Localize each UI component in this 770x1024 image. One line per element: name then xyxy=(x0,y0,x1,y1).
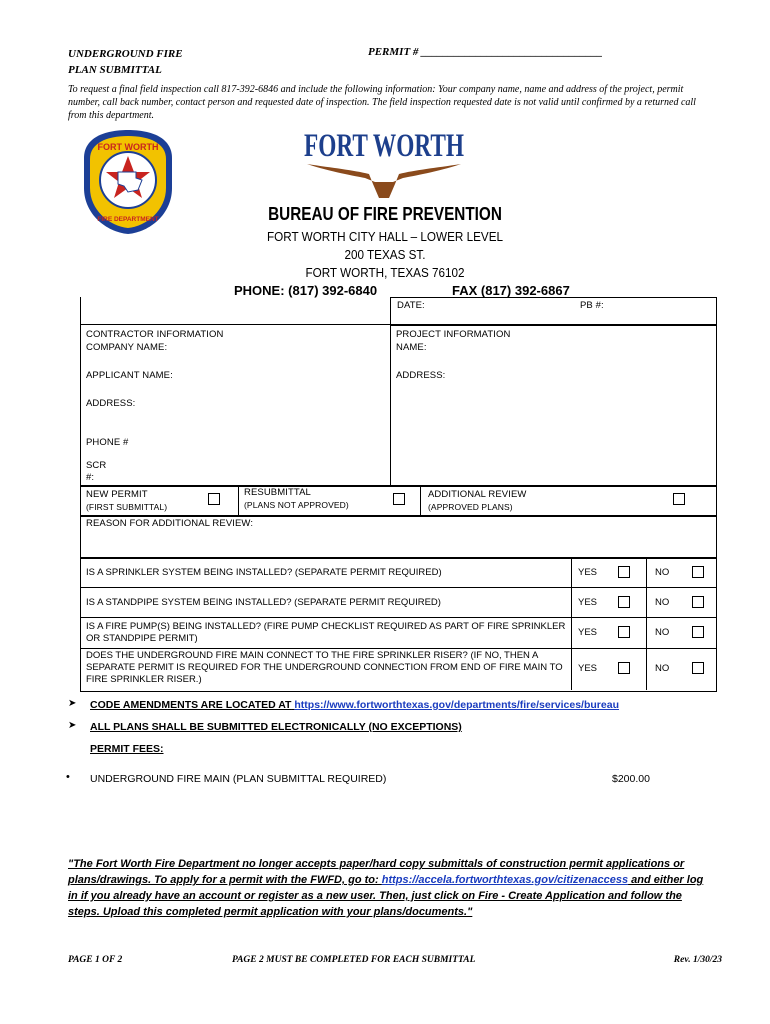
project-name-input[interactable] xyxy=(430,340,710,354)
resubmittal-checkbox[interactable] xyxy=(393,493,405,505)
additional-review-label: ADDITIONAL REVIEW xyxy=(428,489,527,500)
divider xyxy=(571,557,572,690)
code-amendments-text: CODE AMENDMENTS ARE LOCATED AT xyxy=(90,699,292,711)
bureau-fax: FAX (817) 392-6867 xyxy=(452,283,570,298)
company-name-input[interactable] xyxy=(170,340,385,354)
applicant-name-input[interactable] xyxy=(170,368,385,382)
question-sprinkler-yes-checkbox[interactable] xyxy=(618,566,630,578)
question-standpipe-no-checkbox[interactable] xyxy=(692,596,704,608)
new-permit-checkbox[interactable] xyxy=(208,493,220,505)
phone-input[interactable] xyxy=(130,435,385,449)
permit-fees-heading: PERMIT FEES: xyxy=(90,743,164,755)
question-sprinkler-no-checkbox[interactable] xyxy=(692,566,704,578)
scr-label-line1: SCR xyxy=(86,460,107,471)
permit-number-field[interactable]: PERMIT # _________________________________ xyxy=(368,46,603,58)
divider xyxy=(420,485,421,515)
phone-label: PHONE # xyxy=(86,437,129,448)
form-title xyxy=(68,46,183,78)
project-heading: PROJECT INFORMATION xyxy=(396,329,511,340)
fee-item: UNDERGROUND FIRE MAIN (PLAN SUBMITTAL REQUIRED) xyxy=(90,773,387,785)
new-permit-option xyxy=(86,488,167,514)
question-sprinkler-no-label: NO xyxy=(655,567,670,578)
pb-label: PB #: xyxy=(580,300,604,311)
additional-review-option xyxy=(428,489,526,513)
question-sprinkler-yes-label: YES xyxy=(578,567,598,578)
question-fire-pump-no-checkbox[interactable] xyxy=(692,626,704,638)
contractor-heading: CONTRACTOR INFORMATION xyxy=(86,329,224,340)
pb-input[interactable] xyxy=(610,297,710,324)
project-address-label: ADDRESS: xyxy=(396,370,446,381)
question-riser-yes-checkbox[interactable] xyxy=(618,662,630,674)
notice-text-part2: and either log in if you already have an account or register as a new user. Then, just click on Fire - Create Application and follow the steps. Upload this completed permit application with your plans/documents." xyxy=(68,874,704,918)
divider xyxy=(646,557,647,690)
divider xyxy=(80,297,81,324)
new-permit-sublabel: (FIRST SUBMITTAL) xyxy=(86,502,168,512)
scr-label-line2: #: xyxy=(86,472,95,483)
bullet-icon: • xyxy=(66,771,70,783)
resubmittal-sublabel: (PLANS NOT APPROVED) xyxy=(244,500,349,510)
arrow-bullet-icon: ➤ xyxy=(68,698,77,709)
date-input[interactable] xyxy=(440,297,570,324)
divider xyxy=(80,587,716,588)
badge-bottom-text: FIRE DEPARTMENT xyxy=(97,216,159,223)
question-standpipe: IS A STANDPIPE SYSTEM BEING INSTALLED? (SEPARATE PERMIT REQUIRED) xyxy=(86,597,441,608)
question-fire-pump-yes-checkbox[interactable] xyxy=(618,626,630,638)
contractor-address-label: ADDRESS: xyxy=(86,398,136,409)
electronic-submission-notice xyxy=(68,856,708,920)
fee-amount: $200.00 xyxy=(612,773,650,785)
project-address-input[interactable] xyxy=(445,368,710,382)
arrow-bullet-icon: ➤ xyxy=(68,720,77,731)
question-standpipe-yes-label: YES xyxy=(578,597,598,608)
divider xyxy=(390,324,391,485)
question-riser-connection: DOES THE UNDERGROUND FIRE MAIN CONNECT TO THE FIRE SPRINKLER RISER? (IF NO, THEN A SEPARATE PERMIT IS REQUIRED FOR THE UNDERGROUND CONNECTION FROM END OF FIRE MAIN TO FIRE SPRINKLER RISER.) xyxy=(86,650,563,685)
notice-text-part1: "The Fort Worth Fire Department no longer accepts paper/hard copy submittals of construction permit applications or plans/drawings. To apply for a permit with the FWFD, go to: xyxy=(68,858,685,886)
question-standpipe-no-label: NO xyxy=(655,597,670,608)
additional-review-checkbox[interactable] xyxy=(673,493,685,505)
company-name-label: COMPANY NAME: xyxy=(86,342,168,353)
citizen-access-link[interactable]: https://accela.fortworthtexas.gov/citizenaccess xyxy=(381,874,629,886)
project-name-label: NAME: xyxy=(396,342,427,353)
reason-label: REASON FOR ADDITIONAL REVIEW: xyxy=(86,518,254,529)
scr-label xyxy=(86,460,106,484)
question-fire-pump-no-label: NO xyxy=(655,627,670,638)
resubmittal-label: RESUBMITTAL xyxy=(244,487,311,498)
reason-input[interactable] xyxy=(86,532,710,554)
question-standpipe-yes-checkbox[interactable] xyxy=(618,596,630,608)
question-riser-no-checkbox[interactable] xyxy=(692,662,704,674)
additional-review-sublabel: (APPROVED PLANS) xyxy=(428,502,513,512)
question-riser-yes-label: YES xyxy=(578,663,598,674)
footer-note: PAGE 2 MUST BE COMPLETED FOR EACH SUBMITTAL xyxy=(232,955,476,965)
question-sprinkler: IS A SPRINKLER SYSTEM BEING INSTALLED? (SEPARATE PERMIT REQUIRED) xyxy=(86,567,442,578)
divider xyxy=(80,617,716,618)
city-logo-text: FORT WORTH xyxy=(304,128,465,164)
resubmittal-option xyxy=(244,487,349,511)
form-title-line2: PLAN SUBMITTAL xyxy=(68,64,162,76)
question-fire-pump-yes-label: YES xyxy=(578,627,598,638)
instructions: To request a final field inspection call 817-392-6846 and include the following information: Your company name, name and address of the project, permit number, call back number, contact person and requested date of inspection. The field inspection requested date is not valid until confirmed by a returned call from this department. xyxy=(68,84,696,121)
scr-input[interactable] xyxy=(110,470,385,483)
contractor-address-input[interactable] xyxy=(140,396,385,410)
question-fire-pump: IS A FIRE PUMP(S) BEING INSTALLED? (FIRE PUMP CHECKLIST REQUIRED AS PART OF FIRE SPRINKLER OR STANDPIPE PERMIT) xyxy=(86,621,566,644)
bureau-address-line1: FORT WORTH CITY HALL – LOWER LEVEL xyxy=(266,229,503,244)
bureau-address-line2: 200 TEXAS ST. xyxy=(344,247,426,262)
page-number: PAGE 1 OF 2 xyxy=(68,955,123,965)
divider xyxy=(80,648,716,649)
code-amendments-note xyxy=(90,699,619,711)
bureau-address-line3: FORT WORTH, TEXAS 76102 xyxy=(305,265,465,280)
form-title-line1: UNDERGROUND FIRE xyxy=(68,48,183,60)
badge-top-text: FORT WORTH xyxy=(97,142,159,152)
bureau-phone: PHONE: (817) 392-6840 xyxy=(234,283,378,298)
divider xyxy=(238,485,239,515)
fort-worth-city-logo xyxy=(303,124,465,202)
electronic-submittal-note: ALL PLANS SHALL BE SUBMITTED ELECTRONICALLY (NO EXCEPTIONS) xyxy=(90,721,462,733)
bureau-title: BUREAU OF FIRE PREVENTION xyxy=(268,204,502,224)
revision-date: Rev. 1/30/23 xyxy=(673,955,722,965)
date-label: DATE: xyxy=(397,300,425,311)
new-permit-label: NEW PERMIT xyxy=(86,489,148,500)
code-amendments-link[interactable]: https://www.fortworthtexas.gov/departments/fire/services/bureau xyxy=(294,699,619,711)
applicant-name-label: APPLICANT NAME: xyxy=(86,370,173,381)
question-riser-no-label: NO xyxy=(655,663,670,674)
